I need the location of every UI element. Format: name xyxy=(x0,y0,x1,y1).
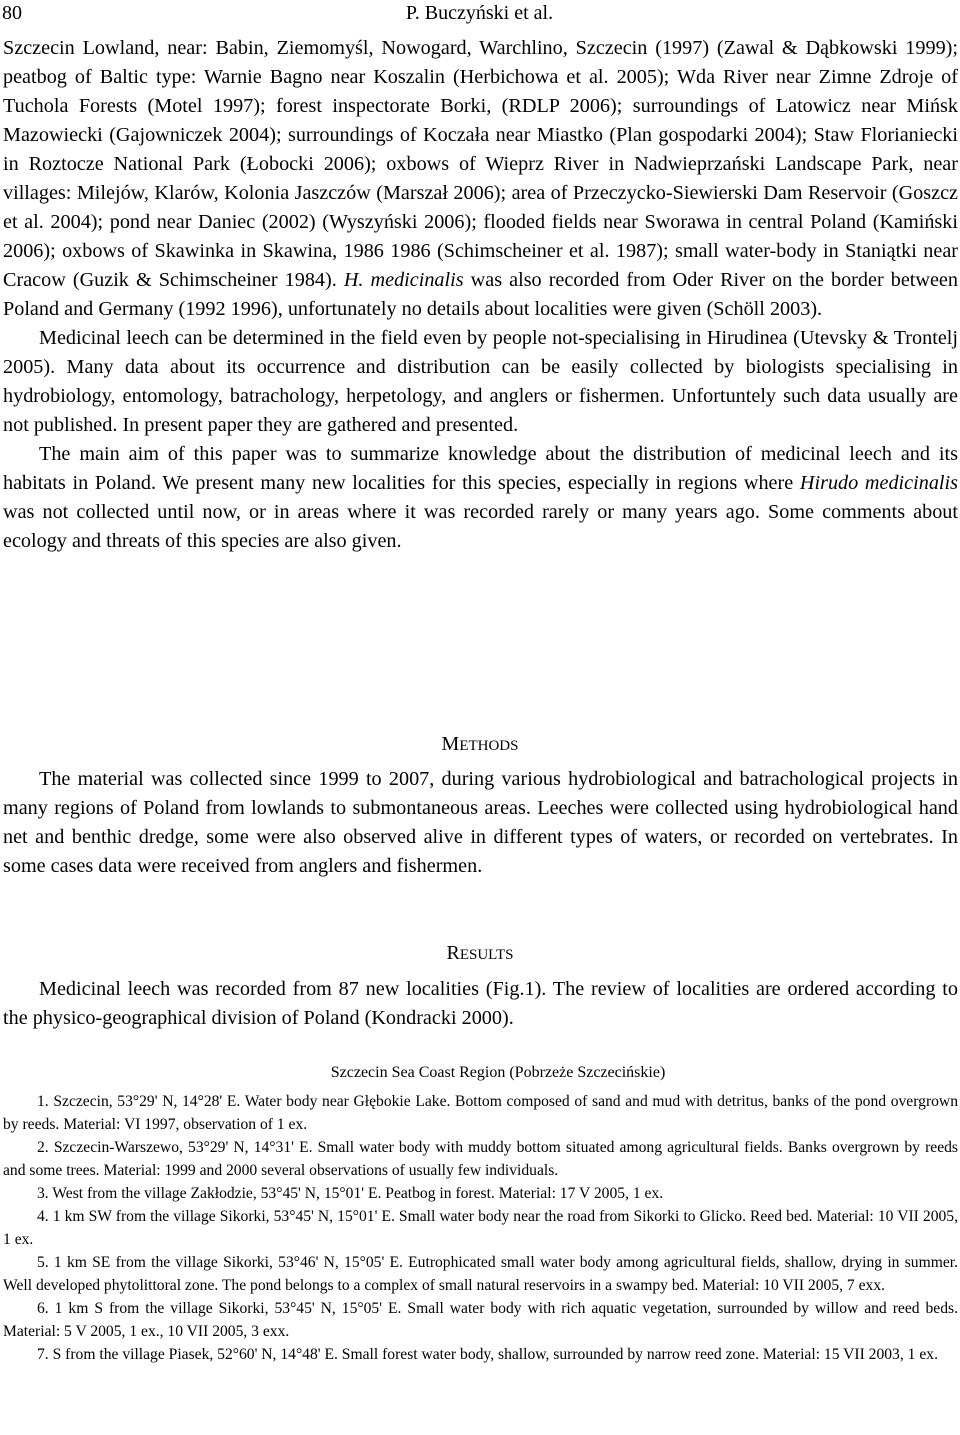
introduction-text xyxy=(3,34,958,556)
localities-list xyxy=(3,1090,958,1366)
locality-item: 1. Szczecin, 53°29' N, 14°28' E. Water body near Głębokie Lake. Bottom composed of sand and mud with detritus, banks of the pond overgrown by reeds. Material: VI 1997, observation of 1 ex. xyxy=(3,1093,958,1133)
page-number: 80 xyxy=(2,2,22,24)
locality-item: 7. S from the village Piasek, 52°60' N, 14°48' E. Small forest water body, shallow, surrounded by narrow reed zone. Material: 15 VII 2003, 1 ex. xyxy=(37,1346,938,1363)
intro-paragraph-1: Szczecin Lowland, near: Babin, Ziemomyśl, Nowogard, Warchlino, Szczecin (1997) (Zawal & Dąbkowski 1999); peatbog of Baltic type: Warnie Bagno near Koszalin (Herbichowa et al. 2005); Wda River near Zimne Zdroje of Tuchola Forests (Motel 1997); forest inspectorate Borki, (RDLP 2006); surroundings of Latowicz near Mińsk Mazowiecki (Gajowniczek 2004); surroundings of Koczała near Miastko (Plan gospodarki 2004); Staw Florianiecki in Roztocze National Park (Łobocki 2006); oxbows of Wieprz River in Nadwieprzański Landscape Park, near villages: Milejów, Klarów, Kolonia Jaszczów (Marszał 2006); area of Przeczycko-Siewierski Dam Reservoir (Goszcz et al. 2004); pond near Daniec (2002) (Wyszyński 2006); flooded fields near Sworawa in central Poland (Kamiński 2006); oxbows of Skawinka in Skawina, 1986 1986 (Schimscheiner et al. 1987); small water-body in Staniątki near Cracow (Guzik & Schimscheiner 1984). H. medicinalis was also recorded from Oder River on the border between Poland and Germany (1992 1996), unfortunately no details about localities were given (Schöll 2003). xyxy=(3,37,958,320)
methods-heading: METHODS xyxy=(441,733,519,755)
intro-paragraph-3: The main aim of this paper was to summarize knowledge about the distribution of medicinal leech and its habitats in Poland. We present many new localities for this species, especially in regions where Hirudo medicinalis was not collected until now, or in areas where it was recorded rarely or many years ago. Some comments about ecology and threats of this species are also given. xyxy=(3,443,958,552)
methods-paragraph: The material was collected since 1999 to 2007, during various hydrobiological and batrachological projects in many regions of Poland from lowlands to submontaneous areas. Leeches were collected using hydrobiological hand net and benthic dredge, some were also observed alive in different types of waters, or recorded on vertebrates. In some cases data were received from anglers and fishermen. xyxy=(3,768,958,877)
results-paragraph: Medicinal leech was recorded from 87 new localities (Fig.1). The review of localities are ordered according to the physico-geographical division of Poland (Kondracki 2000). xyxy=(3,978,958,1029)
running-header xyxy=(2,2,957,26)
species-name-italic: Hirudo medicinalis xyxy=(799,472,958,494)
locality-item: 4. 1 km SW from the village Sikorki, 53°45' N, 15°01' E. Small water body near the road from Sikorki to Glicko. Reed bed. Material: 10 VII 2005, 1 ex. xyxy=(3,1208,958,1248)
species-name-italic: H. medicinalis xyxy=(343,269,464,291)
locality-item: 3. West from the village Zakłodzie, 53°45' N, 15°01' E. Peatbog in forest. Material: 17 V 2005, 1 ex. xyxy=(37,1185,664,1202)
results-heading: RESULTS xyxy=(446,942,514,964)
results-text xyxy=(3,975,958,1033)
running-head-authors: P. Buczyński et al. xyxy=(405,2,554,24)
intro-paragraph-2: Medicinal leech can be determined in the field even by people not-specialising in Hirudinea (Utevsky & Trontelj 2005). Many data about its occurrence and distribution can be easily collected by biologists specialising in hydrobiology, entomology, batrachology, herpetology, and anglers or fishermen. Unfortuntely such data usually are not published. In present paper they are gathered and presented. xyxy=(3,327,958,436)
locality-item: 2. Szczecin-Warszewo, 53°29' N, 14°31' E. Small water body with muddy bottom situated among agricultural fields. Banks overgrown by reeds and some trees. Material: 1999 and 2000 several observations of usually few individuals. xyxy=(3,1139,958,1179)
methods-text xyxy=(3,765,958,881)
locality-item: 5. 1 km SE from the village Sikorki, 53°46' N, 15°05' E. Eutrophicated small water body among agricultural fields, shallow, drying in summer. Well developed phytolittoral zone. The pond belongs to a complex of small natural reservoirs in a swampy bed. Material: 10 VII 2005, 7 exx. xyxy=(3,1254,958,1294)
locality-item: 6. 1 km S from the village Sikorki, 53°45' N, 15°05' E. Small water body with rich aquatic vegetation, surrounded by willow and reed beds. Material: 5 V 2005, 1 ex., 10 VII 2005, 3 exx. xyxy=(3,1300,958,1340)
region-heading: Szczecin Sea Coast Region (Pobrzeże Szczecińskie) xyxy=(330,1064,666,1081)
